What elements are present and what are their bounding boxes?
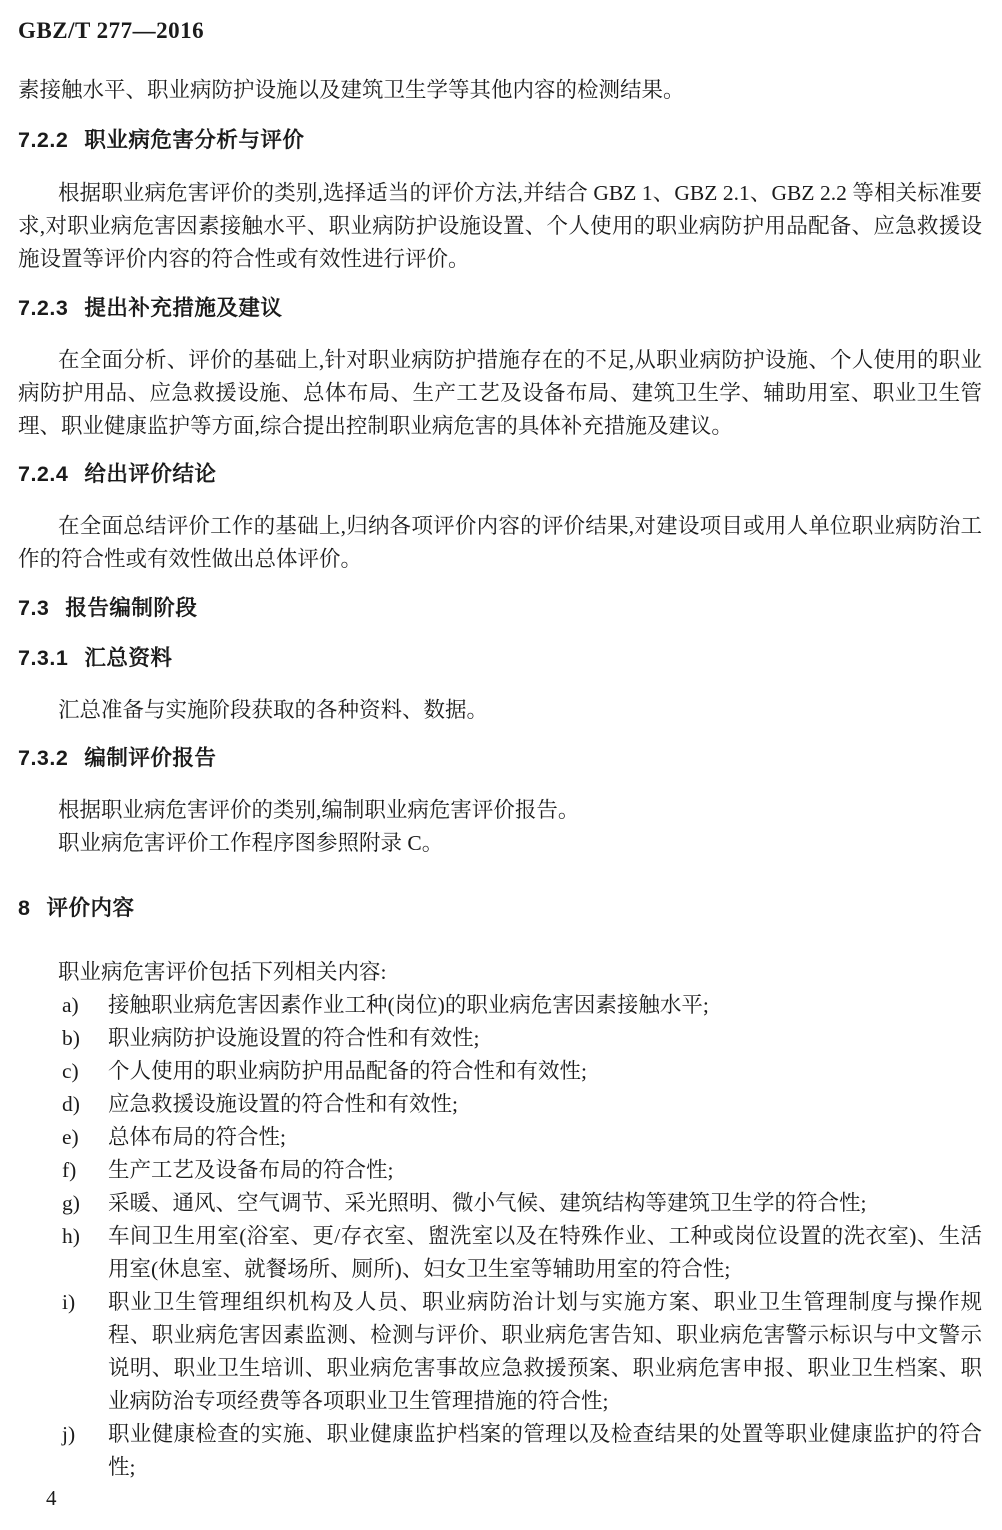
- standard-number: GBZ/T 277—2016: [18, 18, 205, 43]
- list-item-text: 采暖、通风、空气调节、采光照明、微小气候、建筑结构等建筑卫生学的符合性;: [108, 1191, 867, 1215]
- section-title: 职业病危害分析与评价: [84, 128, 305, 152]
- section-heading-7-2-4: [18, 458, 982, 491]
- lettered-list: [18, 989, 982, 1484]
- section-heading-7-3-1: [18, 642, 982, 675]
- paragraph: 根据职业病危害评价的类别,编制职业病危害评价报告。: [58, 798, 580, 822]
- list-item-text: 职业卫生管理组织机构及人员、职业病防治计划与实施方案、职业卫生管理制度与操作规程、职业病危害因素监测、检测与评价、职业病危害告知、职业病危害警示标识与中文警示说明、职业卫生培训、职业病危害事故应急救援预案、职业病危害申报、职业卫生档案、职业病防治专项经费等各项职业卫生管理措施的符合性;: [108, 1290, 982, 1413]
- section-number: 7.3.1: [18, 646, 69, 670]
- chapter-heading-8: [18, 892, 982, 925]
- section-heading-7-3: [18, 592, 982, 625]
- section-title: 给出评价结论: [84, 462, 217, 486]
- list-item-c: [18, 1055, 982, 1088]
- list-item-text: 个人使用的职业病防护用品配备的符合性和有效性;: [108, 1059, 587, 1083]
- list-item-text: 应急救援设施设置的符合性和有效性;: [108, 1092, 458, 1116]
- list-marker: g): [62, 1191, 80, 1215]
- list-marker: c): [62, 1059, 79, 1083]
- list-item-text: 职业健康检查的实施、职业健康监护档案的管理以及检查结果的处置等职业健康监护的符合性;: [108, 1422, 982, 1479]
- section-heading-7-2-2: [18, 124, 982, 157]
- paragraph: 汇总准备与实施阶段获取的各种资料、数据。: [58, 698, 489, 722]
- list-item-j: [18, 1418, 982, 1484]
- paragraph-continued: 素接触水平、职业病防护设施以及建筑卫生学等其他内容的检测结果。: [18, 78, 685, 102]
- list-marker: e): [62, 1125, 79, 1149]
- section-number: 7.3: [18, 596, 50, 620]
- section-number: 7.2.3: [18, 296, 69, 320]
- paragraph: 职业病危害评价工作程序图参照附录 C。: [58, 831, 444, 855]
- section-title: 报告编制阶段: [65, 596, 198, 620]
- section-heading-7-3-2: [18, 742, 982, 775]
- list-item-text: 车间卫生用室(浴室、更/存衣室、盥洗室以及在特殊作业、工种或岗位设置的洗衣室)、生活用室(休息室、就餐场所、厕所)、妇女卫生室等辅助用室的符合性;: [108, 1224, 982, 1281]
- list-marker: j): [62, 1422, 76, 1446]
- paragraph: 根据职业病危害评价的类别,选择适当的评价方法,并结合 GBZ 1、GBZ 2.1、GBZ 2.2 等相关标准要求,对职业病危害因素接触水平、职业病防护设施设置、个人使用的职业病防护用品配备、应急救援设施设置等评价内容的符合性或有效性进行评价。: [18, 181, 982, 271]
- list-marker: b): [62, 1026, 80, 1050]
- list-item-g: [18, 1187, 982, 1220]
- page-number: 4: [46, 1486, 57, 1510]
- section-title: 评价内容: [46, 896, 135, 920]
- section-number: 8: [18, 896, 31, 920]
- list-item-text: 生产工艺及设备布局的符合性;: [108, 1158, 394, 1182]
- section-heading-7-2-3: [18, 292, 982, 325]
- list-marker: h): [62, 1224, 80, 1248]
- list-item-text: 接触职业病危害因素作业工种(岗位)的职业病危害因素接触水平;: [108, 993, 709, 1017]
- section-title: 汇总资料: [84, 646, 173, 670]
- list-item-b: [18, 1022, 982, 1055]
- list-item-h: [18, 1220, 982, 1286]
- section-title: 提出补充措施及建议: [84, 296, 283, 320]
- page-header: [18, 14, 982, 47]
- list-intro-paragraph: 职业病危害评价包括下列相关内容:: [58, 960, 387, 984]
- section-number: 7.2.2: [18, 128, 69, 152]
- section-title: 编制评价报告: [84, 746, 217, 770]
- list-marker: i): [62, 1290, 76, 1314]
- page-footer: [46, 1482, 57, 1515]
- paragraph: 在全面总结评价工作的基础上,归纳各项评价内容的评价结果,对建设项目或用人单位职业病防治工作的符合性或有效性做出总体评价。: [18, 514, 982, 571]
- list-marker: a): [62, 993, 79, 1017]
- list-item-d: [18, 1088, 982, 1121]
- section-number: 7.2.4: [18, 462, 69, 486]
- list-item-text: 总体布局的符合性;: [108, 1125, 286, 1149]
- list-marker: d): [62, 1092, 80, 1116]
- list-item-text: 职业病防护设施设置的符合性和有效性;: [108, 1026, 480, 1050]
- section-number: 7.3.2: [18, 746, 69, 770]
- list-item-f: [18, 1154, 982, 1187]
- list-item-e: [18, 1121, 982, 1154]
- list-item-i: [18, 1286, 982, 1418]
- list-marker: f): [62, 1158, 77, 1182]
- paragraph: 在全面分析、评价的基础上,针对职业病防护措施存在的不足,从职业病防护设施、个人使用的职业病防护用品、应急救援设施、总体布局、生产工艺及设备布局、建筑卫生学、辅助用室、职业卫生管理、职业健康监护等方面,综合提出控制职业病危害的具体补充措施及建议。: [18, 348, 982, 438]
- list-item-a: [18, 989, 982, 1022]
